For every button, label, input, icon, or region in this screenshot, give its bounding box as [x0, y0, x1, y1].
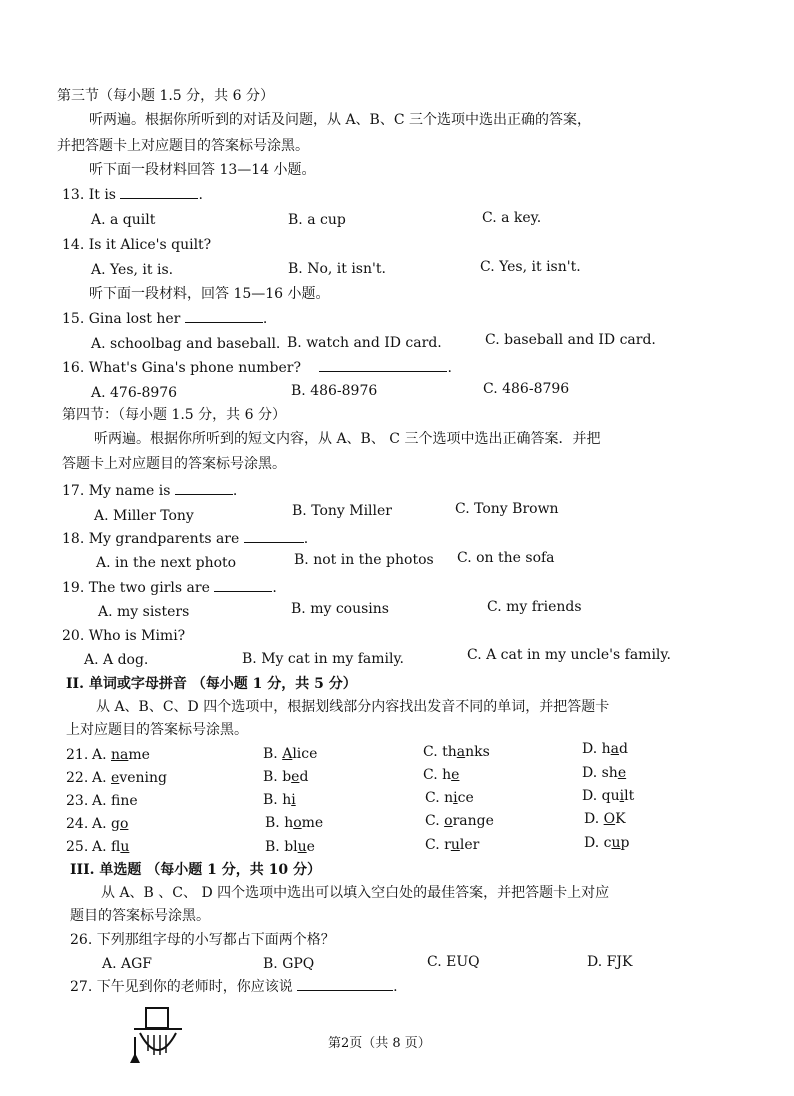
option-15-a: A. schoolbag and baseball. [91, 336, 281, 352]
question-13 [62, 186, 203, 204]
question-19-end: . [272, 580, 277, 596]
phonics-22-c: C. he [423, 767, 460, 783]
section-3-single-choice-header: III. 单选题 （每小题 1 分，共 10 分） [70, 862, 321, 878]
phonics-25-b: B. blue [265, 839, 315, 855]
phonics-24-b: B. home [265, 815, 324, 831]
section-2-header: II. 单词或字母拼音 （每小题 1 分，共 5 分） [66, 676, 357, 692]
question-16-end: . [447, 360, 452, 376]
question-15-end: . [262, 311, 268, 327]
option-14-c: C. Yes, it isn't. [480, 259, 581, 275]
option-16-c: C. 486-8796 [483, 381, 570, 397]
option-20-a: A. A dog. [84, 652, 149, 668]
phonics-21-c: C. thanks [423, 744, 490, 760]
question-13-stem: 13. It is [62, 187, 116, 203]
option-13-a: A. a quilt [91, 212, 156, 228]
phonics-22-b: B. bed [263, 769, 309, 785]
option-18-a: A. in the next photo [96, 555, 237, 571]
option-17-a: A. Miller Tony [94, 508, 194, 524]
phonics-24-a: A. go [92, 816, 129, 832]
phonics-25-c: C. ruler [425, 837, 480, 853]
question-18-stem: 18. My grandparents are [62, 531, 240, 547]
phonics-25-number: 25. [66, 839, 89, 855]
option-13-b: B. a cup [288, 212, 346, 228]
question-19-stem: 19. The two girls are [62, 580, 210, 596]
question-20-stem: 20. Who is Mimi? [62, 628, 186, 644]
section-single-choice-instruction-1: 从 A、B 、C、 D 四个选项中选出可以填入空白处的最佳答案，并把答题卡上对应 [101, 885, 610, 901]
phonics-22-a: A. evening [92, 770, 167, 786]
option-17-b: B. Tony Miller [292, 503, 392, 519]
option-13-c: C. a key. [482, 210, 542, 226]
option-26-a: A. AGF [102, 956, 153, 972]
option-17-c: C. Tony Brown [455, 501, 559, 517]
answer-blank [120, 186, 198, 199]
section-4-instruction-1: 听两遍。根据你所听到的短文内容，从 A、B、 C 三个选项中选出正确答案．并把 [94, 431, 601, 447]
answer-blank [185, 310, 263, 323]
question-19 [62, 579, 277, 597]
option-20-c: C. A cat in my uncle's family. [467, 647, 671, 663]
section-4-instruction-2: 答题卡上对应题目的答案标号涂黑。 [62, 456, 286, 472]
option-15-b: B. watch and ID card. [287, 335, 442, 351]
section-3-sub-1: 听下面一段材料回答 13—14 小题。 [89, 162, 316, 178]
section-2-instruction-1: 从 A、B、C、D 四个选项中，根据划线部分内容找出发音不同的单词，并把答题卡 [96, 699, 610, 715]
phonics-22-d: D. she [582, 765, 627, 781]
phonics-23-a: A. fne [92, 793, 138, 809]
option-20-b: B. My cat in my family. [242, 651, 404, 667]
answer-blank [244, 530, 304, 543]
question-15-stem: 15. Gina lost her [62, 311, 181, 327]
option-26-d: D. FJK [587, 954, 633, 970]
phonics-21-b: B. Alice [263, 746, 318, 762]
option-14-a: A. Yes, it is. [91, 262, 174, 278]
phonics-23-c: C. nice [425, 790, 474, 806]
question-27-end: . [393, 979, 398, 995]
answer-blank [175, 482, 233, 495]
section-single-choice-instruction-2: 题目的答案标号涂黑。 [70, 908, 210, 924]
option-15-c: C. baseball and ID card. [485, 332, 656, 348]
phonics-23-b: B. hi [263, 792, 296, 808]
question-14-stem: 14. Is it Alice's quilt? [62, 237, 212, 253]
question-16-stem: 16. What's Gina's phone number? [62, 360, 301, 376]
phonics-23-d: D. quilt [582, 788, 635, 804]
answer-blank [297, 978, 393, 991]
option-19-a: A. my sisters [98, 604, 190, 620]
question-17-stem: 17. My name is [62, 483, 171, 499]
phonics-22-number: 22. [66, 770, 89, 786]
phonics-25-d: D. cup [584, 835, 630, 851]
option-14-b: B. No, it isn't. [288, 261, 386, 277]
question-18-end: . [303, 531, 309, 547]
question-18 [62, 530, 308, 548]
phonics-23-number: 23. [66, 793, 89, 809]
section-2-instruction-2: 上对应题目的答案标号涂黑。 [66, 722, 248, 738]
phonics-21-number: 21. [66, 747, 89, 763]
answer-blank [319, 359, 447, 372]
answer-blank [214, 579, 272, 592]
phonics-24-c: C. orange [425, 813, 494, 829]
section-3-sub-2: 听下面一段材料，回答 15—16 小题。 [89, 286, 330, 302]
question-15 [62, 310, 267, 328]
question-13-end: . [198, 187, 203, 203]
question-17-end: . [232, 483, 238, 499]
section-3-header: 第三节（每小题 1.5 分，共 6 分） [57, 88, 274, 104]
option-19-b: B. my cousins [291, 601, 389, 617]
option-26-c: C. EUQ [427, 954, 480, 970]
option-16-b: B. 486-8976 [291, 383, 378, 399]
option-26-b: B. GPQ [263, 956, 315, 972]
page-footer: 第2页（共 8 页） [328, 1036, 431, 1051]
question-27 [70, 978, 398, 996]
doodle-drawing [128, 1005, 188, 1067]
section-3-instruction-1: 听两遍。根据你所听到的对话及问题，从 A、B、C 三个选项中选出正确的答案， [89, 112, 592, 128]
section-4-header: 第四节：（每小题 1.5 分，共 6 分） [62, 407, 286, 423]
question-16 [62, 359, 452, 377]
option-18-c: C. on the sofa [457, 550, 555, 566]
option-19-c: C. my friends [487, 599, 582, 615]
phonics-25-a: A. flu [92, 839, 130, 855]
option-16-a: A. 476-8976 [91, 385, 178, 401]
question-17 [62, 482, 237, 500]
question-26-stem: 26. 下列那组字母的小写都占下面两个格？ [70, 932, 335, 948]
phonics-24-d: D. OK [584, 811, 626, 827]
question-27-stem: 27. 下午见到你的老师时，你应该说 [70, 979, 293, 995]
phonics-21-d: D. had [582, 741, 628, 757]
phonics-24-number: 24. [66, 816, 89, 832]
option-18-b: B. not in the photos [294, 552, 434, 568]
section-3-instruction-2: 并把答题卡上对应题目的答案标号涂黑。 [57, 138, 309, 154]
phonics-21-a: A. name [92, 747, 150, 763]
